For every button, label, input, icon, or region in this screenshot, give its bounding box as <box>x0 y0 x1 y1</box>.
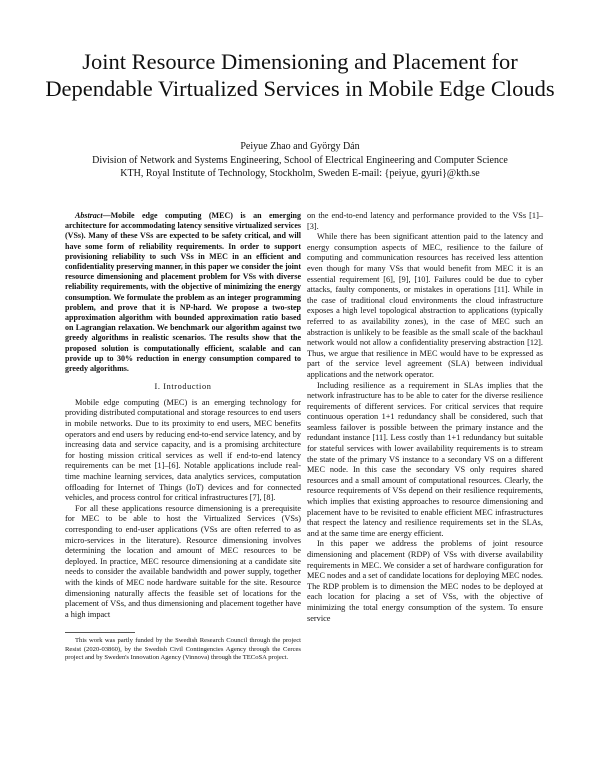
intro-paragraph: Mobile edge computing (MEC) is an emerging technology for providing distributed computational and storage resources to end users in mobile networks. Due to its proximity to end users, MEC benefits operators and end users by reducing end-to-end service latency, and by increasing data and service capacity, and is a promising architecture for hosting mission critical services as well if end-to-end latency requirements can be met [1]–[6]. Notable applications include real-time machine learning services, data analytics services, computation offloading for Internet of Things (IoT) devices and for connected vehicles, and process control for critical infrastructures [7], [8]. <box>65 397 301 503</box>
intro-paragraph: For all these applications resource dimensioning is a prerequisite for MEC to be able to host the Virtualized Services (VSs) corresponding to end-user applications (VSs are often referred to as micro-services in the literature). Resource dimensioning involves determining the location and amount of MEC resources to be deployed. In practice, MEC resource dimensioning at a candidate site needs to consider the available bandwidth and power supply, together with the kinds of MEC node hardware suitable for the site. Resource dimensioning naturally affects the feasible set of locations for the placement of VSs, and thus dimensioning and placement together have a high impact <box>65 503 301 619</box>
section-heading-introduction: I. Introduction <box>154 382 212 392</box>
author-block <box>30 140 570 180</box>
paper-title: Joint Resource Dimensioning and Placement for Dependable Virtualized Services in Mobile Edge Clouds <box>45 49 555 101</box>
intro-paragraph-continued: on the end-to-end latency and performance provided to the VSs [1]–[3]. <box>307 211 543 231</box>
left-column <box>65 211 301 662</box>
right-column <box>307 211 543 624</box>
affiliation-line-2: KTH, Royal Institute of Technology, Stockholm, Sweden E-mail: {peiyue, gyuri}@kth.se <box>120 168 480 179</box>
abstract-label: Abstract <box>75 211 103 220</box>
intro-paragraph: While there has been significant attention paid to the latency and energy consumption aspects of MEC, resilience to the failure of computing and communication resources has received less attention even though for many VSs that would benefit from MEC it is an essential requirement [6], [9], [10]. Failures could be due to cyber attacks, faulty components, or mistakes in operations [11]. While in the case of traditional cloud environments the cloud infrastructure exposes a high level topological abstraction to applications (typically referred to as availability zones), in the case of MEC such an abstraction is unlikely to be feasible as the small scale of the backhaul network would not allow a confidentiality preserving abstraction [12]. Thus, we argue that resilience in MEC would have to be expressed as part of the service level agreement (SLA) between individual applications and the network operator. <box>307 232 543 379</box>
intro-paragraph: Including resilience as a requirement in SLAs implies that the network infrastructure has to be able to cater for the diverse resilience requirements of different services. For critical services that require continuous operation 1+1 redundancy shall be considered, such that seamless failover is possible between the primary instance and the redundant instance [11]. Less costly than 1+1 redundancy but suitable for stateful services with lower availability requirements is to stream the state of the primary VS instance to a secondary VS on a different MEC node. In this case the secondary VS only requires shared resources and a small amount of computational resources. Clearly, the resource requirements of VSs depend on their resilience requirements, which implies that existing approaches to resource dimensioning and placement have to be revisited to enable efficient MEC infrastructures that respect the latency and resilience requirements set in the SLAs, and at the same time are energy efficient. <box>307 380 543 538</box>
footnote-divider <box>65 632 135 633</box>
affiliation-line-1: Division of Network and Systems Engineering, School of Electrical Engineering and Computer Science <box>92 155 508 166</box>
intro-paragraph: In this paper we address the problems of joint resource dimensioning and placement (RDP) of VSs with diverse availability requirements in MEC. We consider a set of hardware configuration for MEC nodes and a set of candidate locations for deploying MEC nodes. The RDP problem is to dimension the MEC nodes to be deployed at each location for placing a set of VSs, with the objective of minimizing the total energy consumption of the system. To ensure service <box>307 539 543 623</box>
abstract <box>65 211 301 374</box>
author-names: Peiyue Zhao and György Dán <box>240 141 360 152</box>
abstract-text: —Mobile edge computing (MEC) is an emerging architecture for accommodating latency sensitive virtualized services (VSs). Many of these VSs are expected to be safety critical, and will have some form of reliability requirements. In order to support provisioning reliability to such VSs in MEC in an efficient and confidentiality preserving manner, in this paper we consider the joint resource dimensioning and placement problem for VSs with diverse reliability requirements, with the objective of minimizing the energy consumption. We formulate the problem as an integer programming problem, and prove that it is NP-hard. We propose a two-step approximation algorithm with bounded approximation ratio based on Lagrangian relaxation. We benchmark our algorithm against two greedy algorithms in realistic scenarios. The results show that the proposed solution is computationally efficient, scalable and can provide up to 30% reduction in energy consumption compared to greedy algorithms. <box>65 211 301 374</box>
funding-footnote: This work was partly funded by the Swedish Research Council through the project Resist (2020-03860), by the Swedish Civil Contingencies Agency through the Cerces project and by Sweden's Innovation Agency (Vinnova) through the TECoSA project. <box>65 637 301 661</box>
